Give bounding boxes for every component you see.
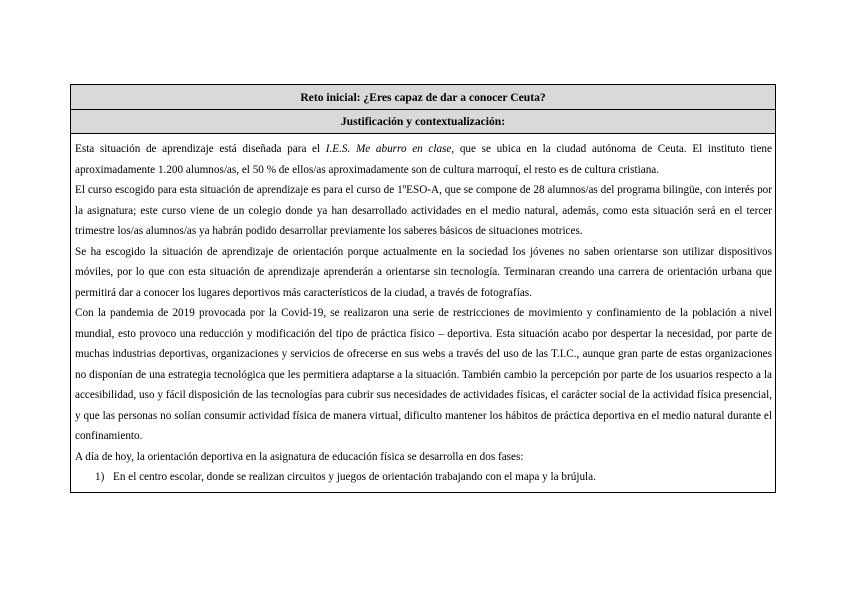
paragraph-orientation: Se ha escogido la situación de aprendizaje de orientación porque actualmente en la sociedad los jóvenes no saben orientarse son utilizar dispositivos móviles, por lo que con esta situación de aprendizaje aprenderán a orientarse sin tecnología. Terminaran creando una carrera de orientación urbana que permitirá dar a conocer los lugares deportivos más característicos de la ciudad, a través de fotografías. <box>75 245 772 299</box>
paragraph-course: El curso escogido para esta situación de aprendizaje es para el curso de 1ºESO-A, que se compone de 28 alumnos/as del programa bilingüe, con interés por la asignatura; este curso viene de un colegio donde ya han desarrollado actividades en el medio natural, además, como esta situación será en el tercer trimestre los/as alumnos/as ya habrán podido desarrollar previamente los saberes básicos de situaciones motrices. <box>75 184 772 237</box>
list-item-number: 1) <box>95 471 105 483</box>
paragraph-context-start: Esta situación de aprendizaje está diseñada para el <box>75 143 326 155</box>
phases-list <box>75 467 772 488</box>
paragraph-context <box>75 139 772 180</box>
section-heading: Justificación y contextualización: <box>71 110 775 134</box>
table-title: Reto inicial: ¿Eres capaz de dar a conocer Ceuta? <box>71 85 775 110</box>
section-body <box>71 134 775 492</box>
paragraph-pandemic: Con la pandemia de 2019 provocada por la Covid-19, se realizaron una serie de restricciones de movimiento y confinamiento de la población a nivel mundial, esto provoco una reducción y modificación del tipo de práctica físico – deportiva. Esta situación acabo por despertar la necesidad, por parte de muchas industrias deportivas, organizaciones y servicios de ofrecerse en sus webs a través del uso de las T.I.C., aunque gran parte de estas organizaciones no disponían de una estrategia tecnológica que les permitiera adaptarse a la situación. También cambio la percepción por parte de los usuarios respecto a la accesibilidad, uso y fácil disposición de las tecnologías para cubrir sus necesidades de actividades físicas, el carácter social de la actividad física presencial, y que las personas no solían consumir actividad física de manera virtual, dificulto mantener los hábitos de práctica deportiva en el medio natural durante el confinamiento. <box>75 307 772 442</box>
paragraph-phases: A día de hoy, la orientación deportiva en la asignatura de educación física se desarrolla en dos fases: <box>75 450 524 463</box>
paragraph-context-end: , que se ubica en la ciudad autónoma de Ceuta. El instituto tiene aproximadamente 1.200 alumnos/as, el 50 % de ellos/as aproximadamente son de cultura marroquí, el resto es de cultura cristiana. <box>75 143 772 176</box>
document-table <box>70 84 776 493</box>
school-name: I.E.S. Me aburro en clase <box>325 143 452 155</box>
list-item <box>95 467 772 488</box>
list-item-text: En el centro escolar, donde se realizan circuitos y juegos de orientación trabajando con el mapa y la brújula. <box>113 471 596 483</box>
